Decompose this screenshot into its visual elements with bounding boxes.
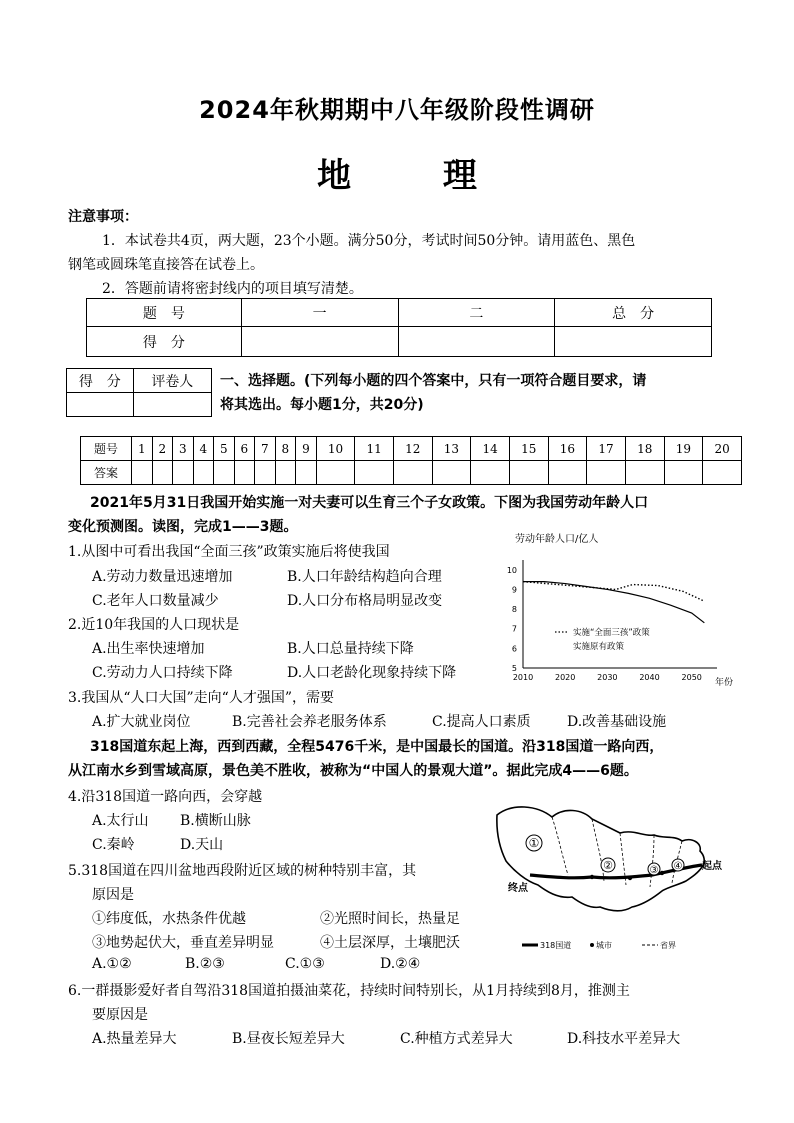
intro2-line-1: 318国道东起上海，西到西藏，全程5476千米，是中国最长的国道。沿318国道一路向西， [90, 739, 664, 755]
q2-option-a[interactable]: A.出生率快速增加 [92, 641, 205, 657]
q3-option-a[interactable]: A.扩大就业岗位 [92, 714, 191, 730]
grader-name-label: 评卷人 [133, 369, 211, 393]
chart-y-tick: 8 [511, 605, 517, 615]
notice-line-2: 钢笔或圆珠笔直接答在试卷上。 [68, 257, 264, 273]
answer-grid-number: 7 [255, 437, 276, 461]
score-cell-total[interactable] [555, 327, 712, 357]
answer-grid-cell[interactable] [587, 461, 626, 485]
q3-option-b[interactable]: B.完善社会养老服务体系 [232, 714, 387, 730]
answer-grid-number: 6 [234, 437, 255, 461]
intro2-line-2: 从江南水乡到雪域高原，景色美不胜收，被称为“中国人的景观大道”。据此完成4——6题。 [68, 763, 638, 779]
q5-item-4: ④土层深厚，土壤肥沃 [320, 935, 460, 951]
answer-grid-cell[interactable] [509, 461, 548, 485]
legend-series-2: 实施原有政策 [573, 642, 625, 652]
map-city [628, 876, 632, 880]
q5-option-c[interactable]: C.①③ [285, 956, 325, 972]
q6-option-a[interactable]: A.热量差异大 [92, 1031, 177, 1047]
q3-stem: 3.我国从“人口大国”走向“人才强国”，需要 [68, 690, 334, 706]
q1-option-b[interactable]: B.人口年龄结构趋向合理 [287, 569, 442, 585]
labor-population-chart [505, 530, 755, 690]
q5-item-1: ①纬度低，水热条件优越 [92, 911, 246, 927]
q1-option-c[interactable]: C.老年人口数量减少 [92, 593, 219, 609]
q2-option-c[interactable]: C.劳动力人口持续下降 [92, 665, 233, 681]
section1-line-1: 一、选择题。(下列每小题的四个答案中，只有一项符合题目要求，请 [220, 373, 647, 389]
chart-y-tick: 10 [506, 565, 517, 575]
subject-title: 地 理 [317, 156, 517, 196]
q6-stem-1: 6.一群摄影爱好者自驾沿318国道拍摄油菜花，持续时间特别长，从1月持续到8月，推测主 [68, 983, 630, 999]
map-city [590, 875, 594, 879]
route-318-map [492, 795, 752, 955]
exam-title: 2024年秋期期中八年级阶段性调研 [199, 96, 595, 124]
intro1-line-1: 2021年5月31日我国开始实施一对夫妻可以生育三个子女政策。下图为我国劳动年龄人口 [90, 495, 649, 511]
score-header-part2: 二 [398, 299, 555, 327]
map-end-label: 终点 [508, 883, 528, 894]
chart-x-tick: 2020 [554, 673, 576, 682]
map-label-1: ① [528, 836, 540, 850]
score-table [86, 298, 712, 357]
q5-option-a[interactable]: A.①② [92, 956, 132, 972]
chart-y-tick: 7 [511, 624, 517, 634]
q1-stem: 1.从图中可看出我国“全面三孩”政策实施后将使我国 [68, 544, 390, 560]
q4-option-c[interactable]: C.秦岭 [92, 837, 135, 853]
q4-option-a[interactable]: A.太行山 [92, 813, 149, 829]
q6-option-b[interactable]: B.昼夜长短差异大 [232, 1031, 345, 1047]
grader-name-cell[interactable] [133, 393, 211, 417]
answer-grid-a-label: 答案 [81, 461, 132, 485]
chart-y-tick: 9 [511, 585, 517, 595]
q6-stem-2: 要原因是 [92, 1007, 148, 1023]
q6-option-c[interactable]: C.种植方式差异大 [400, 1031, 513, 1047]
q5-stem-2: 原因是 [92, 887, 134, 903]
answer-grid-number: 19 [664, 437, 703, 461]
score-row-label: 得 分 [87, 327, 242, 357]
answer-grid-cell[interactable] [664, 461, 703, 485]
legend-route: 318国道 [540, 941, 572, 950]
q6-option-d[interactable]: D.科技水平差异大 [567, 1031, 681, 1047]
answer-grid-number: 16 [548, 437, 587, 461]
answer-grid-number: 1 [132, 437, 153, 461]
answer-grid-number: 4 [193, 437, 214, 461]
chart-x-tick: 2030 [597, 673, 618, 682]
grader-score-cell[interactable] [67, 393, 134, 417]
answer-grid-number: 12 [393, 437, 432, 461]
chart-x-tick: 2010 [512, 673, 534, 682]
answer-grid-cell[interactable] [173, 461, 194, 485]
q4-option-b[interactable]: B.横断山脉 [180, 813, 251, 829]
answer-grid-number: 15 [509, 437, 548, 461]
map-label-4: ④ [673, 861, 683, 872]
map-label-3: ③ [649, 865, 659, 876]
grader-score-label: 得 分 [67, 369, 134, 393]
chart-y-tick: 5 [511, 664, 517, 673]
answer-grid-q-label: 题号 [81, 437, 132, 461]
chart-ylabel: 劳动年龄人口/亿人 [515, 534, 599, 545]
answer-grid-cell[interactable] [316, 461, 355, 485]
q5-item-2: ②光照时间长，热量足 [320, 911, 460, 927]
answer-grid-number: 5 [214, 437, 235, 461]
q5-stem-1: 5.318国道在四川盆地西段附近区域的树种特别丰富，其 [68, 863, 417, 879]
answer-grid-cell[interactable] [393, 461, 432, 485]
map-label-2: ② [603, 859, 613, 872]
legend-border: 省界 [660, 941, 676, 950]
chart-series-line-1 [523, 582, 704, 602]
legend-series-1: 实施“全面三孩”政策 [573, 628, 650, 638]
map-city [660, 871, 664, 875]
score-header-total: 总 分 [555, 299, 712, 327]
answer-grid-number: 2 [152, 437, 173, 461]
answer-grid-number: 3 [173, 437, 194, 461]
q5-option-b[interactable]: B.②③ [185, 956, 225, 972]
q4-option-d[interactable]: D.天山 [180, 837, 224, 853]
q1-option-d[interactable]: D.人口分布格局明显改变 [287, 593, 443, 609]
score-header-part1: 一 [241, 299, 398, 327]
grader-box [66, 368, 212, 417]
legend-city-swatch [590, 943, 594, 947]
answer-grid-cell[interactable] [152, 461, 173, 485]
score-cell-part1[interactable] [241, 327, 398, 357]
q2-option-b[interactable]: B.人口总量持续下降 [287, 641, 414, 657]
answer-grid-number: 8 [275, 437, 296, 461]
answer-grid-number: 13 [432, 437, 471, 461]
chart-y-tick: 6 [511, 644, 517, 654]
section1-line-2: 将其选出。每小题1分，共20分) [220, 397, 424, 413]
answer-grid-cell[interactable] [275, 461, 296, 485]
notice-line-3: 2．答题前请将密封线内的项目填写清楚。 [102, 281, 363, 297]
answer-grid-cell[interactable] [432, 461, 471, 485]
answer-grid-cell[interactable] [132, 461, 153, 485]
q3-option-c[interactable]: C.提高人口素质 [432, 714, 531, 730]
q2-option-d[interactable]: D.人口老龄化现象持续下降 [287, 665, 457, 681]
answer-grid-cell[interactable] [193, 461, 214, 485]
score-cell-part2[interactable] [398, 327, 555, 357]
score-header-qnum: 题 号 [87, 299, 242, 327]
answer-grid [80, 436, 742, 485]
answer-grid-cell[interactable] [355, 461, 394, 485]
answer-grid-cell[interactable] [296, 461, 317, 485]
q5-option-d[interactable]: D.②④ [380, 956, 421, 972]
answer-grid-cell[interactable] [548, 461, 587, 485]
answer-grid-number: 9 [296, 437, 317, 461]
intro1-line-2: 变化预测图。读图，完成1——3题。 [68, 519, 298, 535]
answer-grid-cell[interactable] [255, 461, 276, 485]
answer-grid-cell[interactable] [214, 461, 235, 485]
chart-x-tick: 2040 [639, 673, 660, 682]
notice-heading: 注意事项： [68, 209, 138, 225]
chart-series-line-2 [523, 582, 704, 623]
answer-grid-number: 10 [316, 437, 355, 461]
answer-grid-number: 14 [471, 437, 510, 461]
q5-item-3: ③地势起伏大，垂直差异明显 [92, 935, 274, 951]
answer-grid-cell[interactable] [703, 461, 742, 485]
answer-grid-cell[interactable] [625, 461, 664, 485]
legend-city: 城市 [596, 941, 612, 950]
map-start-label: 起点 [702, 861, 722, 872]
answer-grid-number: 17 [587, 437, 626, 461]
q3-option-d[interactable]: D.改善基础设施 [567, 714, 667, 730]
answer-grid-number: 20 [703, 437, 742, 461]
chart-x-tick: 2050 [681, 673, 702, 682]
q4-stem: 4.沿318国道一路向西，会穿越 [68, 789, 263, 805]
answer-grid-number: 18 [625, 437, 664, 461]
q2-stem: 2.近10年我国的人口现状是 [68, 617, 240, 633]
notice-line-1: 1．本试卷共4页，两大题，23个小题。满分50分，考试时间50分钟。请用蓝色、黑色 [102, 233, 636, 249]
q1-option-a[interactable]: A.劳动力数量迅速增加 [92, 569, 233, 585]
answer-grid-cell[interactable] [471, 461, 510, 485]
answer-grid-number: 11 [355, 437, 394, 461]
answer-grid-cell[interactable] [234, 461, 255, 485]
chart-xlabel: 年份 [715, 678, 734, 688]
